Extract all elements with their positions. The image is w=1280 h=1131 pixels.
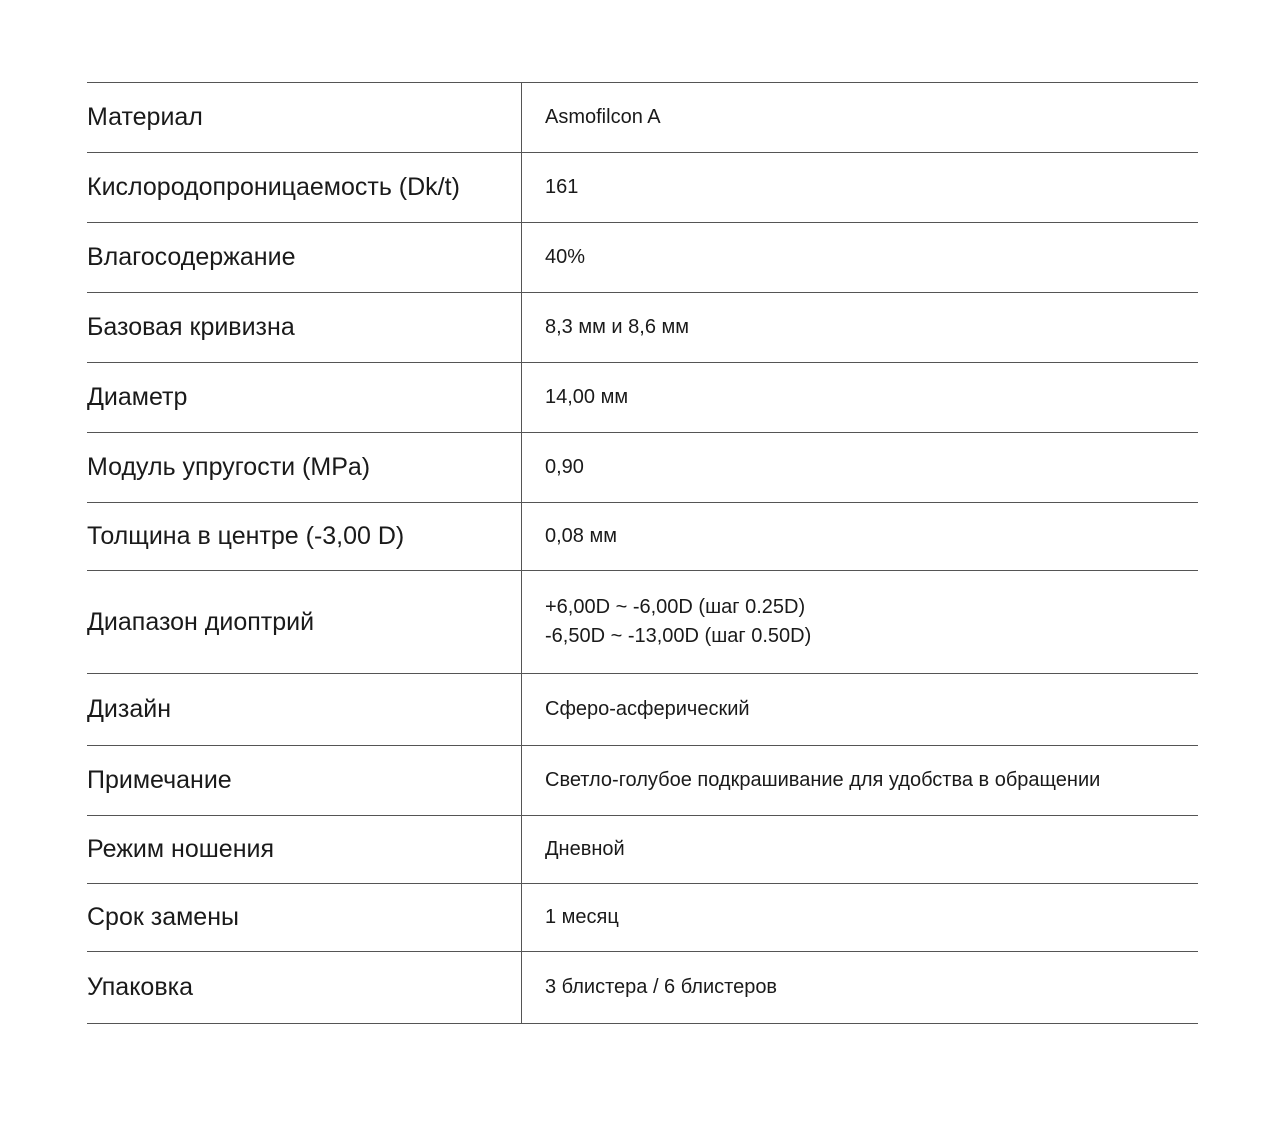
spec-value: 40% xyxy=(545,246,586,268)
spec-value-line: -6,50D ~ -13,00D (шаг 0.50D) xyxy=(545,625,812,647)
spec-value: Asmofilcon A xyxy=(545,106,661,128)
spec-value-cell xyxy=(521,816,1198,883)
spec-row-wear-mode xyxy=(87,816,1198,884)
spec-label: Диаметр xyxy=(87,383,188,411)
spec-table xyxy=(87,82,1198,1024)
spec-value-cell xyxy=(521,153,1198,222)
spec-value: Светло-голубое подкрашивание для удобства в обращении xyxy=(545,769,1101,791)
spec-row-water-content xyxy=(87,223,1198,293)
spec-row-design xyxy=(87,674,1198,746)
spec-value-cell xyxy=(521,674,1198,745)
spec-value: 1 месяц xyxy=(545,906,619,928)
spec-row-center-thickness xyxy=(87,503,1198,571)
spec-row-replacement xyxy=(87,884,1198,952)
spec-value-cell xyxy=(521,746,1198,815)
spec-value-cell xyxy=(521,884,1198,951)
spec-row-diopter-range xyxy=(87,571,1198,674)
spec-row-modulus xyxy=(87,433,1198,503)
spec-label: Влагосодержание xyxy=(87,243,296,271)
spec-row-diameter xyxy=(87,363,1198,433)
spec-value-cell xyxy=(521,363,1198,432)
spec-label: Режим ношения xyxy=(87,835,274,863)
spec-value-cell xyxy=(521,83,1198,152)
spec-value-cell xyxy=(521,571,1198,673)
spec-label: Материал xyxy=(87,103,203,131)
spec-label: Дизайн xyxy=(87,695,172,723)
spec-label: Примечание xyxy=(87,766,232,794)
spec-label: Толщина в центре (-3,00 D) xyxy=(87,522,405,550)
spec-value-cell xyxy=(521,293,1198,362)
spec-value-cell xyxy=(521,223,1198,292)
spec-value: Сферо-асферический xyxy=(545,698,750,720)
spec-value: 14,00 мм xyxy=(545,386,629,408)
spec-value: 0,08 мм xyxy=(545,525,617,547)
spec-label: Упаковка xyxy=(87,973,193,1001)
spec-value: 8,3 мм и 8,6 мм xyxy=(545,316,690,338)
spec-row-base-curve xyxy=(87,293,1198,363)
spec-row-note xyxy=(87,746,1198,816)
spec-row-material xyxy=(87,83,1198,153)
spec-value-cell xyxy=(521,952,1198,1023)
spec-label: Модуль упругости (MPa) xyxy=(87,453,371,481)
spec-row-packaging xyxy=(87,952,1198,1024)
spec-label: Диапазон диоптрий xyxy=(87,607,315,636)
spec-value: 0,90 xyxy=(545,456,584,478)
spec-value: 3 блистера / 6 блистеров xyxy=(545,976,778,998)
spec-value: Дневной xyxy=(545,838,625,860)
spec-value-line: +6,00D ~ -6,00D (шаг 0.25D) xyxy=(545,596,806,618)
spec-row-oxygen-permeability xyxy=(87,153,1198,223)
spec-label: Базовая кривизна xyxy=(87,313,295,341)
spec-value: 161 xyxy=(545,176,579,198)
spec-label: Кислородопроницаемость (Dk/t) xyxy=(87,173,460,201)
spec-value-cell xyxy=(521,433,1198,502)
spec-label: Срок замены xyxy=(87,903,239,931)
spec-value-cell xyxy=(521,503,1198,570)
